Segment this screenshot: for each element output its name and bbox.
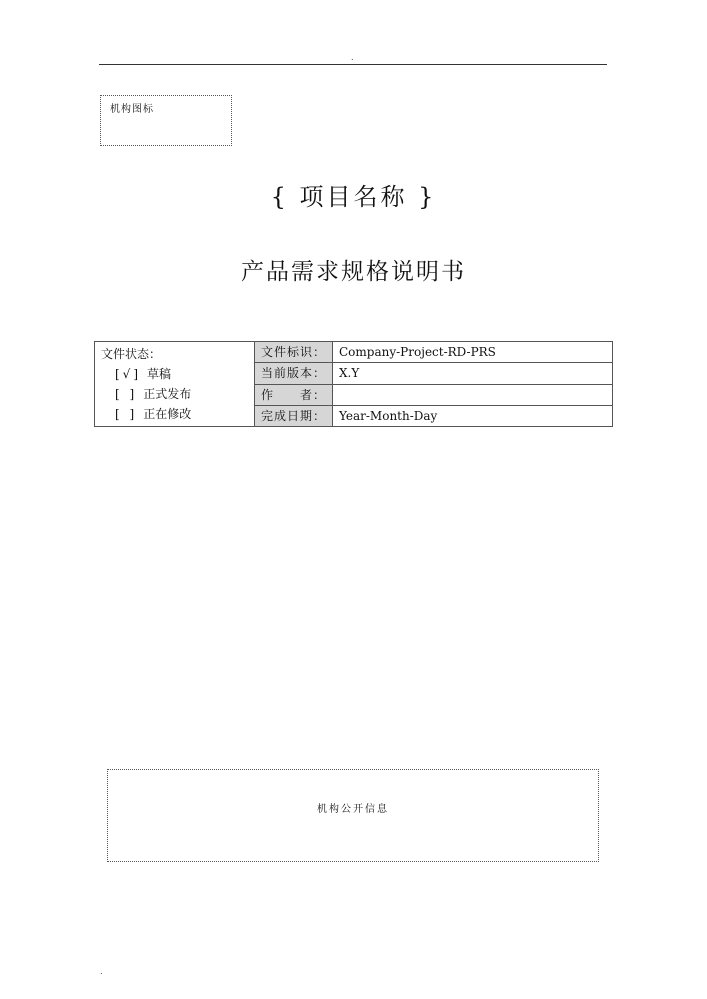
- status-checkbox-in-revision[interactable]: [ ]: [115, 407, 138, 421]
- info-label-document-id: 文件标识：: [255, 342, 333, 363]
- info-label-completion-date: 完成日期：: [255, 405, 333, 426]
- header-rule: [99, 64, 607, 65]
- info-value-current-version: X.Y: [333, 363, 613, 384]
- info-label-current-version: 当前版本：: [255, 363, 333, 384]
- status-option-label: 正式发布: [143, 387, 192, 401]
- info-value-document-id: Company-Project-RD-PRS: [333, 342, 613, 363]
- info-value-author: [333, 384, 613, 405]
- status-option-in-revision[interactable]: [101, 404, 248, 424]
- project-title: { 项目名称 }: [270, 183, 437, 211]
- status-option-official-release[interactable]: [101, 384, 248, 404]
- document-title: 产品需求规格说明书: [241, 259, 466, 285]
- info-value-completion-date: Year-Month-Day: [333, 405, 613, 426]
- bottom-page-marker: .: [100, 967, 103, 976]
- organization-public-info-box: [107, 769, 599, 862]
- status-option-label: 正在修改: [143, 407, 192, 421]
- document-status-cell: [95, 342, 255, 427]
- organization-logo-placeholder: [100, 95, 232, 146]
- info-label-author: 作 者：: [255, 384, 333, 405]
- status-checkbox-official-release[interactable]: [ ]: [115, 387, 138, 401]
- status-checkbox-draft[interactable]: [√]: [115, 367, 142, 381]
- document-info-table: [94, 341, 613, 427]
- logo-placeholder-label: 机构图标: [110, 104, 154, 115]
- info-row-identifier: [95, 342, 613, 363]
- status-option-draft[interactable]: [101, 364, 248, 384]
- header-marker: .: [351, 53, 354, 62]
- status-option-label: 草稿: [147, 367, 172, 381]
- organization-public-info-label: 机构公开信息: [317, 804, 389, 815]
- document-status-label: 文件状态：: [101, 347, 162, 361]
